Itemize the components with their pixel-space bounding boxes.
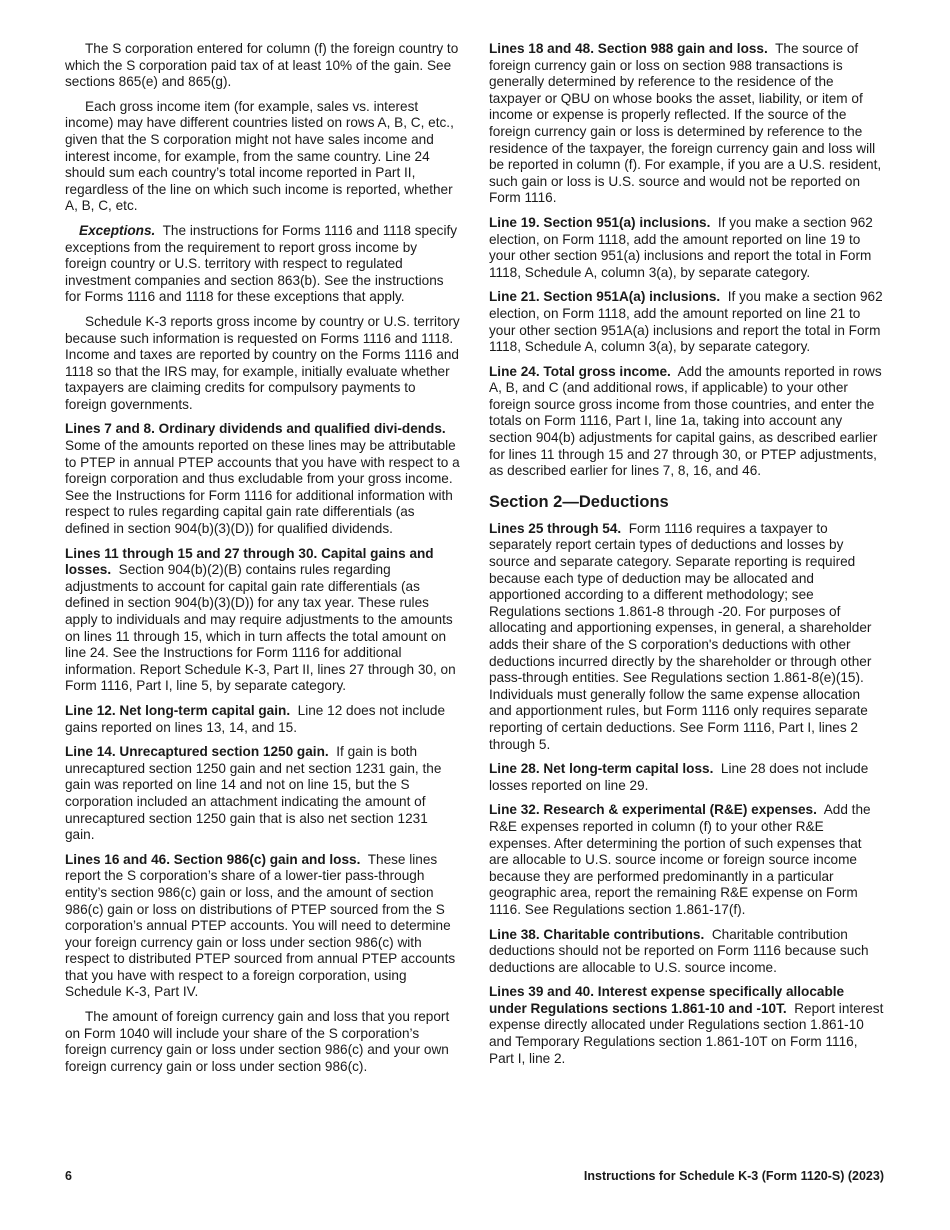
heading-line-12: Line 12. Net long-term capital gain. [65,702,291,718]
paragraph-line-32: Line 32. Research & experimental (R&E) expenses. Add the R&E expenses reported in column (f) to your other R&E expenses. After determining the portion of such expenses that are allocable to U.S. source income or foreign source income because they are performed predominantly in a particular geographic area, report the remaining R&E expense on Form 1116. See Regulations section 1.861-17(f). [489,802,871,917]
heading-line-19: Line 19. Section 951(a) inclusions. [489,214,711,230]
left-column [65,41,460,1083]
paragraph-lines-18-48: Lines 18 and 48. Section 988 gain and loss. The source of foreign currency gain or loss on section 988 transactions is generally determined by reference to the residence of the taxpayer or QBU on whose books the asset, liability, or item of income or expense is properly reflected. If the source of the foreign currency gain or loss is determined by reference to the residence of the taxpayer, the foreign currency gain and loss will be reported in column (f). For example, if you are a U.S. resident, such gain or loss is U.S. source and would not be reported on Form 1116. [489,41,882,206]
heading-line-38: Line 38. Charitable contributions. [489,926,705,942]
right-column [489,41,884,1075]
paragraph-exceptions: Exceptions. The instructions for Forms 1116 and 1118 specify exceptions from the requirement to report gross income by foreign country or U.S. territory with respect to regulated investment companies and section 863(b). See the instructions for Forms 1116 and 1118 for these exceptions that apply. [65,222,458,305]
paragraph-line-24: Line 24. Total gross income. Add the amounts reported in rows A, B, and C (and additional rows, if applicable) to your other foreign source gross income from those countries, and enter the totals on Form 1116, Part I, line 1a, taking into account any section 904(b) adjustments for capital gains, as described earlier for lines 11 through 15 and 27 through 30, or PTEP adjustments, as described earlier for lines 7, 8, 16, and 46. [489,363,882,479]
page-number: 6 [65,1169,72,1183]
paragraph-line-12: Line 12. Net long-term capital gain. Line 12 does not include gains reported on lines 13, 14, and 15. [65,702,446,735]
heading-lines-7-8: Lines 7 and 8. Ordinary dividends and qualified divi-dends. [65,421,446,437]
section-title-deductions: Section 2—Deductions [489,492,669,511]
heading-lines-39-40: Lines 39 and 40. Interest expense specifically allocable under Regulations sections 1.861-10 and -10T. [489,984,845,1016]
paragraph-country-reporting: Schedule K-3 reports gross income by country or U.S. territory because such information is requested on Forms 1116 and 1118. Income and taxes are reported by country on the Forms 1116 and 1118 so that the IRS may, for example, initially evaluate whether taxpayers are claiming credits for compulsory payments to foreign governments. [65,313,460,412]
paragraph-gross-income-items: Each gross income item (for example, sales vs. interest income) may have different countries listed on rows A, B, C, etc., given that the S corporation might not have sales income and interest income, for example, from the same country. Line 24 should sum each country’s total income reported in Part II, regardless of the line on which such income is reported, whether A, B, C, etc. [65,98,454,214]
heading-line-32: Line 32. Research & experimental (R&E) expenses. [489,802,817,818]
paragraph-lines-25-54: Lines 25 through 54. Form 1116 requires a taxpayer to separately report certain types of deductions and losses by source and separate category. Separate reporting is required because each type of deduction may be allocated and apportioned according to a different methodology; see Regulations sections 1.861-8 through -20. For purposes of allocating and apportioning expenses, in general, a shareholder adds their share of the S corporation's deductions with other deductions incurred directly by the shareholder or through other pass-through entities. See Regulations section 1.861-8(e)(15). Individuals must generally follow the same expense allocation and apportionment rules, but Form 1116 only requires separate reporting of certain deductions. See Form 1116, Part I, lines 2 through 5. [489,520,872,752]
paragraph-foreign-currency-gain: The amount of foreign currency gain and loss that you report on Form 1040 will include your share of the S corporation’s foreign currency gain or loss under section 986(c) and your own foreign currency gain or loss under section 986(c). [65,1009,450,1074]
heading-lines-25-54: Lines 25 through 54. [489,520,622,536]
heading-lines-18-48: Lines 18 and 48. Section 988 gain and loss. [489,41,768,56]
heading-line-24: Line 24. Total gross income. [489,363,671,379]
paragraph-line-19: Line 19. Section 951(a) inclusions. If you make a section 962 election, on Form 1118, add the amount reported on line 19 to your other section 951(a) inclusions and report the total in Form 1118, Schedule A, column 3(a), by separate category. [489,214,873,280]
paragraph-lines-39-40: Lines 39 and 40. Interest expense specifically allocable under Regulations sections 1.861-10 and -10T. Report interest expense directly allocated under Regulations section 1.861-10 and Temporary Regulations section 1.861-10T on Form 1116, Part I, line 2. [489,984,884,1066]
paragraph-foreign-country-gain: The S corporation entered for column (f) the foreign country to which the S corporation paid tax of at least 10% of the gain. See sections 865(e) and 865(g). [65,41,459,90]
paragraph-line-28: Line 28. Net long-term capital loss. Line 28 does not include losses reported on line 29. [489,761,869,793]
paragraph-line-21: Line 21. Section 951A(a) inclusions. If you make a section 962 election, on Form 1118, add the amount reported on line 21 to your other section 951A(a) inclusions and report the total in Form 1118, Schedule A, column 3(a), by separate category. [489,289,883,355]
paragraph-lines-16-46: Lines 16 and 46. Section 986(c) gain and loss. These lines report the S corporation’s share of a lower-tier pass-through entity’s section 986(c) gain or loss, and the amount of section 986(c) gain or loss on distributions of PTEP sourced from the S corporation’s annual PTEP accounts. You will need to determine your foreign currency gain or loss under section 986(c) with respect to distributed PTEP sourced from annual PTEP accounts that you have with respect to a foreign corporation, using Schedule K-3, Part IV. [65,851,456,1000]
heading-line-21: Line 21. Section 951A(a) inclusions. [489,289,721,305]
paragraph-lines-11-15: Lines 11 through 15 and 27 through 30. Capital gains and losses. Section 904(b)(2)(B) contains rules regarding adjustments to account for capital gain rate differentials (as defined in section 904(b)(3)(D)) for any tax year. These rules apply to individuals and may require adjustments to the amounts on lines 11 through 15, which in turn affects the total amount on line 24. See the Instructions for Form 1116 for additional information. Report Schedule K-3, Part II, lines 27 through 30, on Form 1116, Part I, line 5, by separate category. [65,545,456,694]
heading-lines-16-46: Lines 16 and 46. Section 986(c) gain and loss. [65,851,361,867]
exceptions-lead: Exceptions. [79,222,156,238]
paragraph-lines-7-8: Lines 7 and 8. Ordinary dividends and qualified divi-dends. Some of the amounts reported on these lines may be attributable to PTEP in annual PTEP accounts that you have with respect to a foreign corporation and thus excludable from your gross income. See the Instructions for Form 1116 for additional information with respect to rules regarding capital gain rate differentials (as defined in section 904(b)(3)(D)) for qualified dividends. [65,421,460,537]
footer-title: Instructions for Schedule K-3 (Form 1120-S) (2023) [583,1169,884,1183]
paragraph-line-38: Line 38. Charitable contributions. Charitable contribution deductions should not be reported on Form 1116 because such deductions are allocable to U.S. source income. [489,926,869,975]
heading-line-28: Line 28. Net long-term capital loss. [489,761,714,777]
paragraph-line-14: Line 14. Unrecaptured section 1250 gain. If gain is both unrecaptured section 1250 gain and net section 1231 gain, the gain was reported on line 14 and not on line 15, but the S corporation included an attachment indicating the amount of unrecaptured section 1250 gain that is also net section 1231 gain. [65,744,442,843]
heading-line-14: Line 14. Unrecaptured section 1250 gain. [65,744,329,760]
heading-lines-11-15: Lines 11 through 15 and 27 through 30. Capital gains and losses. [65,545,434,578]
